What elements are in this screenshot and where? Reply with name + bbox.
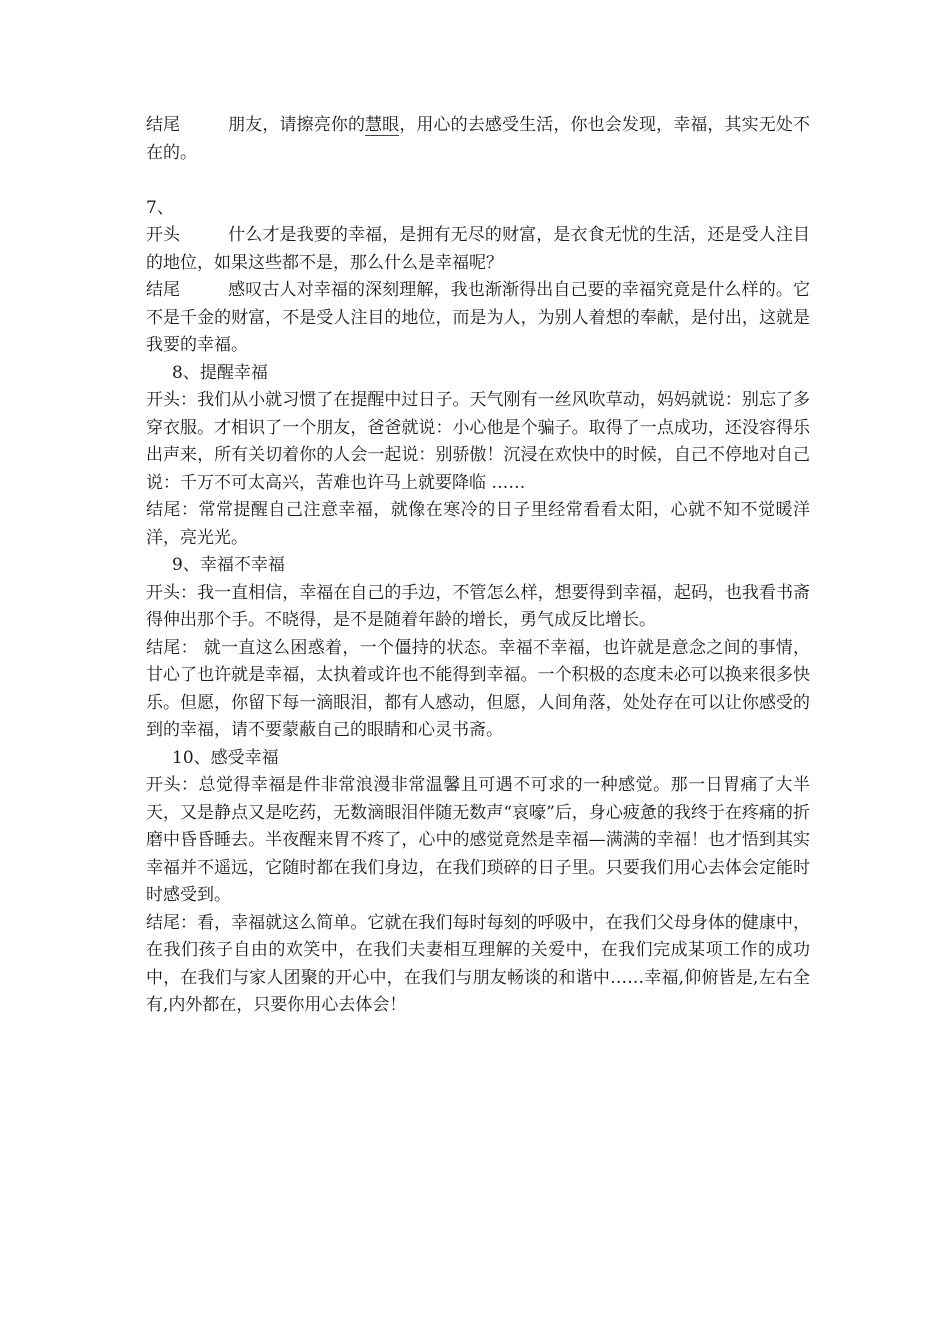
- section-9-end: 结尾： 就一直这么困惑着，一个僵持的状态。幸福不幸福，也许就是意念之间的事情，甘心了也许就是幸福，太执着或许也不能得到幸福。一个积极的态度未必可以换来很多快乐。但愿，你留下每一滴眼泪，都有人感动，但愿，人间角落，处处存在可以让你感受的到的幸福，请不要蒙蔽自己的眼睛和心灵书斋。: [146, 637, 810, 740]
- document-page: [146, 112, 810, 1020]
- end-label: 结尾: [146, 280, 180, 300]
- section-10-end: 结尾：看，幸福就这么简单。它就在我们每时每刻的呼吸中，在我们父母身体的健康中，在我们孩子自由的欢笑中，在我们夫妻相互理解的关爱中，在我们完成某项工作的成功中，在我们与家人团聚的开心中，在我们与朋友畅谈的和谐中……幸福,仰俯皆是,左右全有,内外都在，只要你用心去体会！: [146, 912, 810, 1015]
- section-10-heading: 10、感受幸福: [172, 747, 279, 768]
- paragraph-ending-1: [146, 112, 810, 167]
- start-label: 开头: [146, 225, 180, 245]
- section-8-heading: 8、提醒幸福: [172, 362, 268, 383]
- section-7-end: [146, 277, 810, 360]
- ending-label: 结尾: [146, 115, 180, 135]
- ending-text-pre: 朋友，请擦亮你的: [228, 115, 366, 135]
- section-7-start: [146, 222, 810, 277]
- start-text: 什么才是我要的幸福，是拥有无尽的财富，是衣食无忧的生活，还是受人注目的地位，如果这些都不是，那么什么是幸福呢？: [146, 225, 810, 273]
- section-10-start: 开头：总觉得幸福是件非常浪漫非常温馨且可遇不可求的一种感觉。那一日胃痛了大半天，又是静点又是吃药，无数滴眼泪伴随无数声“哀嚎”后，身心疲惫的我终于在疼痛的折磨中昏昏睡去。半夜醒来胃不疼了，心中的感觉竟然是幸福—满满的幸福！也才悟到其实幸福并不遥远，它随时都在我们身边，在我们琐碎的日子里。只要我们用心去体会定能时时感受到。: [146, 775, 810, 905]
- section-9-start: 开头：我一直相信，幸福在自己的手边，不管怎么样，想要得到幸福，起码，也我看书斋得伸出那个手。不晓得，是不是随着年龄的增长，勇气成反比增长。: [146, 582, 810, 630]
- ending-text-post: ，用心的去感受生活，你也会发现，幸福，其实无处不在的。: [146, 115, 811, 163]
- section-8-start: 开头：我们从小就习惯了在提醒中过日子。天气刚有一丝风吹草动，妈妈就说：别忘了多穿衣服。才相识了一个朋友，爸爸就说：小心他是个骗子。取得了一点成功，还没容得乐出声来，所有关切着你的人会一起说：别骄傲！沉浸在欢快中的时候，自己不停地对自己说：千万不可太高兴，苦难也许马上就要降临 ……: [146, 390, 810, 493]
- end-text: 感叹古人对幸福的深刻理解，我也渐渐得出自己要的幸福究竟是什么样的。它不是千金的财富，不是受人注目的地位，而是为人，为别人着想的奉献，是付出，这就是我要的幸福。: [146, 280, 810, 355]
- section-8-end: 结尾：常常提醒自己注意幸福，就像在寒冷的日子里经常看看太阳，心就不知不觉暖洋洋，亮光光。: [146, 500, 810, 548]
- section-7-number: 7、: [146, 197, 174, 218]
- hyperlink-huiyan[interactable]: 慧眼: [365, 115, 400, 135]
- section-9-heading: 9、幸福不幸福: [172, 555, 285, 575]
- blank-line: [146, 167, 810, 195]
